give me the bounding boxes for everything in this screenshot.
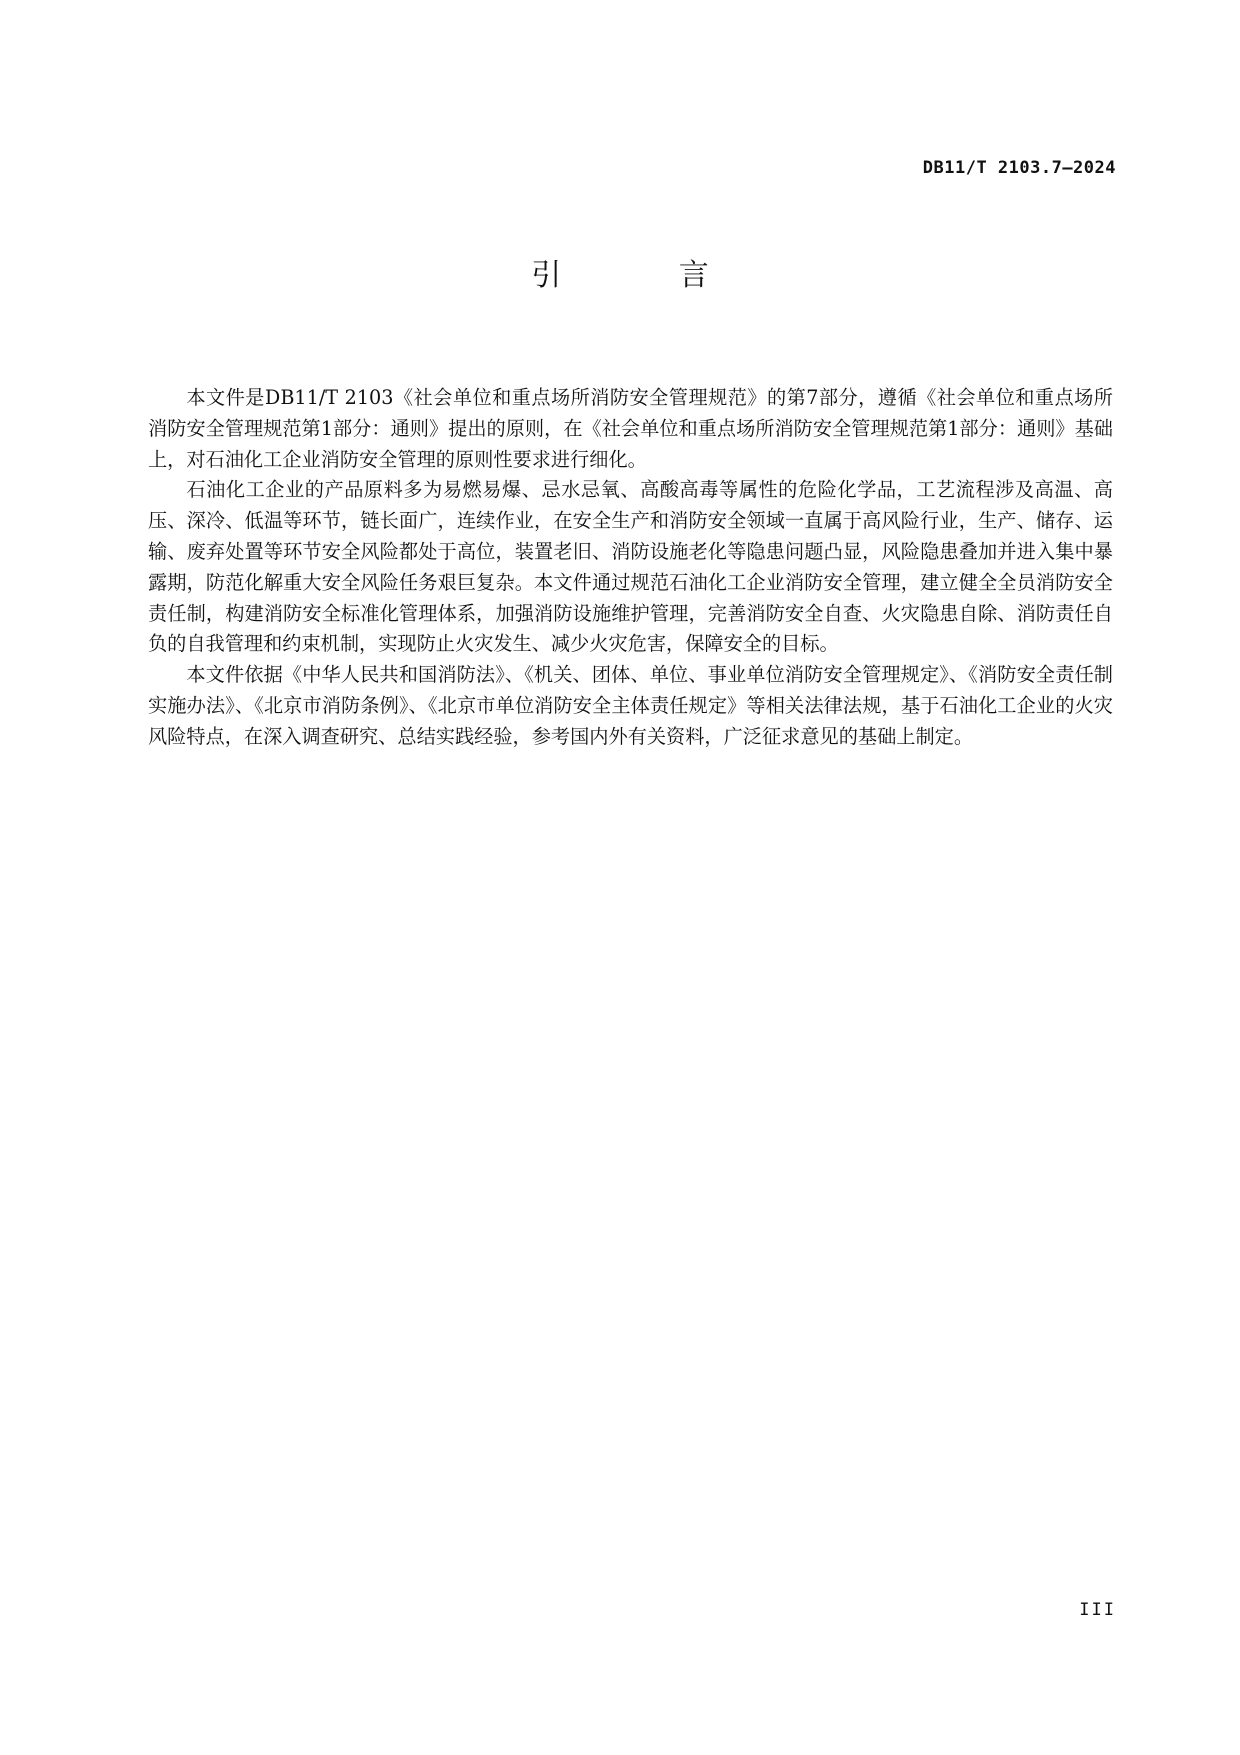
body-text [148, 383, 1113, 753]
standard-code: DB11/T 2103.7—2024 [922, 158, 1116, 178]
section-title: 引 言 [531, 258, 763, 293]
page-number: III [1079, 1600, 1116, 1620]
paragraph-2: 石油化工企业的产品原料多为易燃易爆、忌水忌氧、高酸高毒等属性的危险化学品，工艺流程涉及高温、高压、深冷、低温等环节，链长面广，连续作业，在安全生产和消防安全领域一直属于高风险行业，生产、储存、运输、废弃处置等环节安全风险都处于高位，装置老旧、消防设施老化等隐患问题凸显，风险隐患叠加并进入集中暴露期，防范化解重大安全风险任务艰巨复杂。本文件通过规范石油化工企业消防安全管理，建立健全全员消防安全责任制，构建消防安全标准化管理体系，加强消防设施维护管理，完善消防安全自查、火灾隐患自除、消防责任自负的自我管理和约束机制，实现防止火灾发生、减少火灾危害，保障安全的目标。 [148, 478, 1113, 656]
paragraph-3: 本文件依据《中华人民共和国消防法》、《机关、团体、单位、事业单位消防安全管理规定》、《消防安全责任制实施办法》、《北京市消防条例》、《北京市单位消防安全主体责任规定》等相关法律法规，基于石油化工企业的火灾风险特点，在深入调查研究、总结实践经验，参考国内外有关资料，广泛征求意见的基础上制定。 [148, 663, 1113, 748]
paragraph-1: 本文件是DB11/T 2103《社会单位和重点场所消防安全管理规范》的第7部分，遵循《社会单位和重点场所消防安全管理规范第1部分：通则》提出的原则，在《社会单位和重点场所消防安全管理规范第1部分：通则》基础上，对石油化工企业消防安全管理的原则性要求进行细化。 [148, 386, 1113, 471]
